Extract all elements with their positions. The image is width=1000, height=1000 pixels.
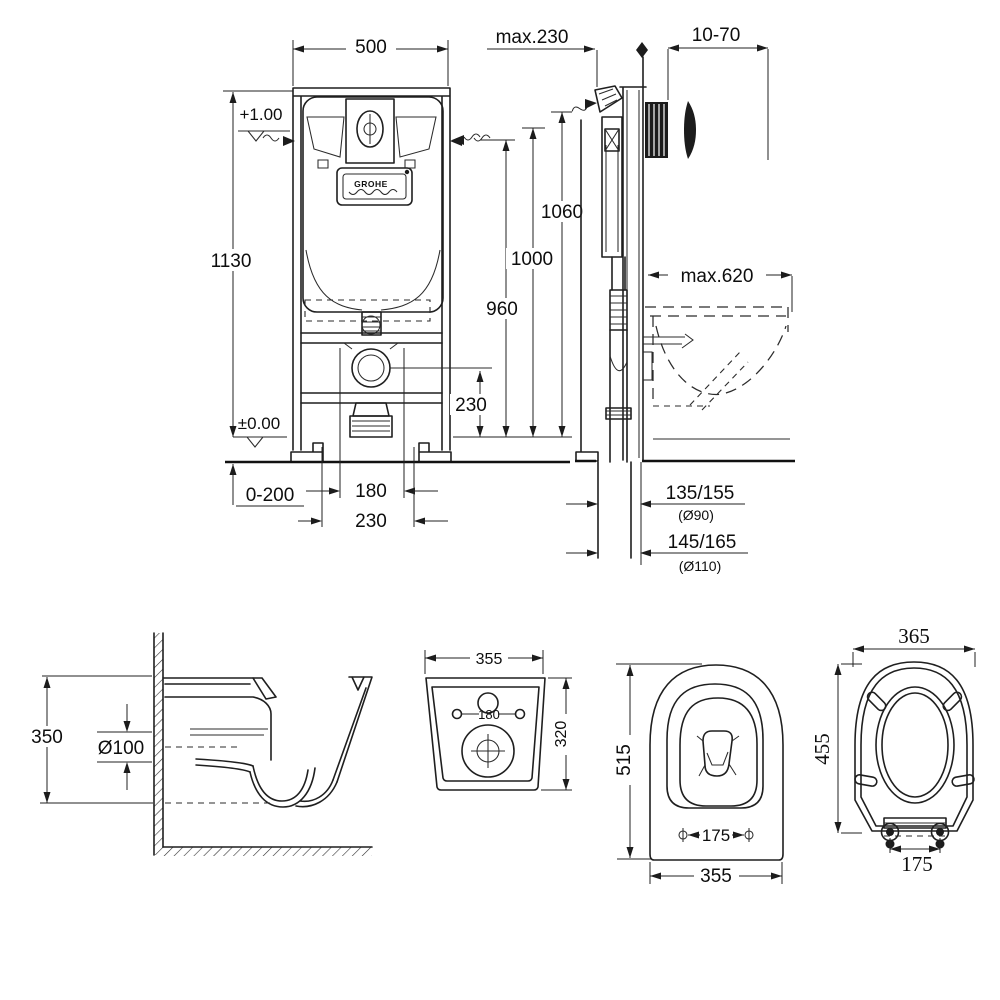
outlet-spacing-label: 230 bbox=[355, 511, 387, 532]
back-bolt-spacing-label: 180 bbox=[478, 707, 500, 722]
level-top-label: +1.00 bbox=[239, 105, 283, 124]
flush-button-side bbox=[684, 101, 696, 159]
bowl-plan-view bbox=[614, 664, 783, 887]
bolt-spacing-label: 180 bbox=[355, 481, 387, 502]
outlet-pipe-label: Ø100 bbox=[97, 738, 145, 759]
outlet-height-label: 230 bbox=[455, 395, 487, 416]
seat-plan-view bbox=[810, 624, 975, 876]
seat-hole-dimension bbox=[679, 826, 753, 845]
hinge-spacing-label: 175 bbox=[901, 852, 933, 876]
inlet-height-label: 1060 bbox=[540, 202, 584, 223]
water-supply-arrow-left bbox=[263, 135, 295, 146]
seat-bumpers bbox=[854, 690, 974, 786]
grohe-logo bbox=[337, 168, 412, 205]
bowl-depth-label: max.620 bbox=[680, 266, 754, 287]
back-height-dimension bbox=[541, 678, 576, 790]
frame-depth-label: max.230 bbox=[495, 27, 569, 48]
wall-thickness-dimension bbox=[668, 25, 768, 160]
frame-depth-dimension bbox=[487, 27, 597, 87]
plan-length-label: 515 bbox=[614, 744, 635, 776]
outlet-a-label: 135/155 bbox=[665, 483, 735, 504]
seat-width-dimension bbox=[853, 624, 975, 667]
frame-width-dimension bbox=[293, 35, 448, 86]
brand-label: GROHE bbox=[354, 179, 388, 189]
back-width-dimension bbox=[425, 648, 543, 674]
back-bolt-spacing-dimension bbox=[462, 707, 515, 722]
flush-center-height-label: 1000 bbox=[510, 249, 554, 270]
wall-thickness-label: 10-70 bbox=[691, 25, 741, 46]
back-height-label: 320 bbox=[553, 720, 570, 748]
level-mark-zero bbox=[238, 414, 280, 447]
bolt-hole-right bbox=[516, 710, 525, 719]
bolt-hole-left bbox=[453, 710, 462, 719]
level-mark-top bbox=[238, 105, 290, 141]
outlet-b-pipe-label: (Ø110) bbox=[678, 558, 722, 574]
drain-outlet-dimensions bbox=[566, 483, 748, 574]
frame-height-dimension bbox=[204, 91, 293, 437]
feet-adjust-label: 0-200 bbox=[245, 485, 295, 506]
bowl-height-label: 350 bbox=[31, 727, 63, 748]
anchor-symbol bbox=[636, 42, 648, 58]
bowl-depth-dimension bbox=[648, 264, 792, 312]
outlet-a-pipe-label: (Ø90) bbox=[678, 507, 714, 523]
plan-width-dimension bbox=[650, 862, 782, 887]
back-width-label: 355 bbox=[475, 651, 503, 668]
seat-hinges bbox=[882, 818, 949, 849]
supply-height-label: 960 bbox=[486, 299, 518, 320]
plan-length-dimension bbox=[614, 664, 702, 859]
seat-width-label: 365 bbox=[898, 624, 930, 648]
frame-width-label: 500 bbox=[355, 37, 387, 58]
outlet-pipe-dimension bbox=[96, 704, 152, 790]
level-zero-label: ±0.00 bbox=[237, 414, 281, 433]
frame-front-view bbox=[204, 35, 597, 532]
frame-height-label: 1130 bbox=[210, 251, 252, 272]
plan-width-label: 355 bbox=[700, 866, 732, 887]
outlet-b-label: 145/165 bbox=[667, 532, 737, 553]
bolt-spacing-dimension bbox=[306, 348, 438, 502]
height-dimensions bbox=[450, 99, 597, 437]
bowl-section-view bbox=[25, 633, 372, 856]
feet-adjust-dimension bbox=[230, 464, 305, 506]
seat-length-label: 455 bbox=[810, 733, 834, 765]
seat-hole-label: 175 bbox=[701, 826, 731, 845]
bowl-back-view bbox=[425, 648, 576, 790]
